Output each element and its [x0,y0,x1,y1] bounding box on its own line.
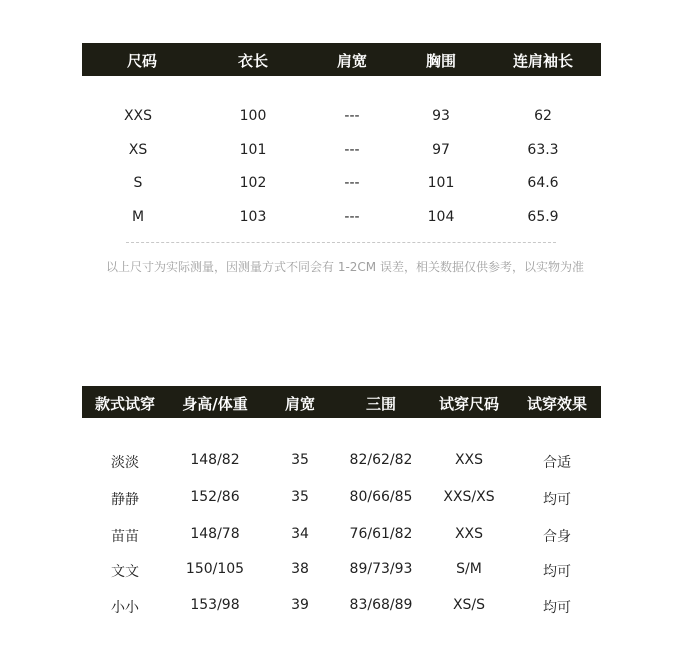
cell-measurements: 82/62/82 [349,452,413,468]
cell-chest: 104 [427,209,455,225]
cell-measurements: 80/66/85 [349,489,413,505]
header-cell-length: 衣长 [237,52,269,70]
cell-fit-result: 均可 [543,492,571,508]
cell-fit-size: S/M [456,561,482,577]
cell-shoulder: --- [344,142,360,158]
cell-measurements: 89/73/93 [349,561,413,577]
cell-sleeve: 63.3 [527,142,559,158]
cell-fit-result: 合适 [543,455,571,471]
header-cell-measurements: 三围 [365,395,397,413]
cell-model: 淡淡 [111,455,139,471]
cell-length: 102 [239,175,267,191]
cell-fit-size: XS/S [452,597,486,613]
size-table-header [82,43,601,76]
cell-measurements: 83/68/89 [349,597,413,613]
cell-fit-size: XXS [454,452,484,468]
cell-length: 103 [239,209,267,225]
cell-shoulder: 35 [291,489,309,505]
cell-sleeve: 62 [534,108,552,124]
cell-measurements: 76/61/82 [349,526,413,542]
cell-height-weight: 152/86 [190,489,240,505]
cell-chest: 101 [427,175,455,191]
header-cell-fit-result: 试穿效果 [526,395,588,413]
cell-height-weight: 148/82 [190,452,240,468]
cell-shoulder: --- [344,209,360,225]
cell-size: XXS [123,108,153,124]
cell-fit-size: XXS [454,526,484,542]
divider [126,242,556,243]
fitting-table-header [82,386,601,418]
cell-size: S [133,175,143,191]
cell-shoulder: --- [344,175,360,191]
cell-model: 小小 [111,600,139,616]
cell-sleeve: 64.6 [527,175,559,191]
cell-length: 101 [239,142,267,158]
header-cell-height-weight: 身高/体重 [182,395,248,413]
cell-length: 100 [239,108,267,124]
cell-fit-result: 均可 [543,564,571,580]
cell-fit-size: XXS/XS [443,489,495,505]
cell-height-weight: 150/105 [185,561,245,577]
cell-height-weight: 153/98 [190,597,240,613]
cell-chest: 93 [432,108,450,124]
cell-height-weight: 148/78 [190,526,240,542]
cell-shoulder: --- [344,108,360,124]
measurement-note: 以上尺寸为实际测量，因测量方式不同会有 1-2CM 误差，相关数据仅供参考，以实物为准 [106,260,584,274]
cell-shoulder: 38 [291,561,309,577]
header-cell-model: 款式试穿 [94,395,156,413]
cell-model: 苗苗 [111,529,139,545]
header-cell-size: 尺码 [126,52,158,70]
cell-shoulder: 39 [291,597,309,613]
cell-shoulder: 34 [291,526,309,542]
cell-size: M [131,209,145,225]
header-cell-chest: 胸围 [425,52,457,70]
cell-fit-result: 合身 [543,529,571,545]
cell-sleeve: 65.9 [527,209,559,225]
header-cell-shoulder: 肩宽 [336,52,368,70]
cell-chest: 97 [432,142,450,158]
cell-fit-result: 均可 [543,600,571,616]
header-cell-fit-size: 试穿尺码 [438,395,500,413]
cell-model: 静静 [111,492,139,508]
cell-model: 文文 [111,564,139,580]
cell-shoulder: 35 [291,452,309,468]
header-cell-sleeve: 连肩袖长 [512,52,574,70]
cell-size: XS [128,142,148,158]
header-cell-shoulder: 肩宽 [284,395,316,413]
